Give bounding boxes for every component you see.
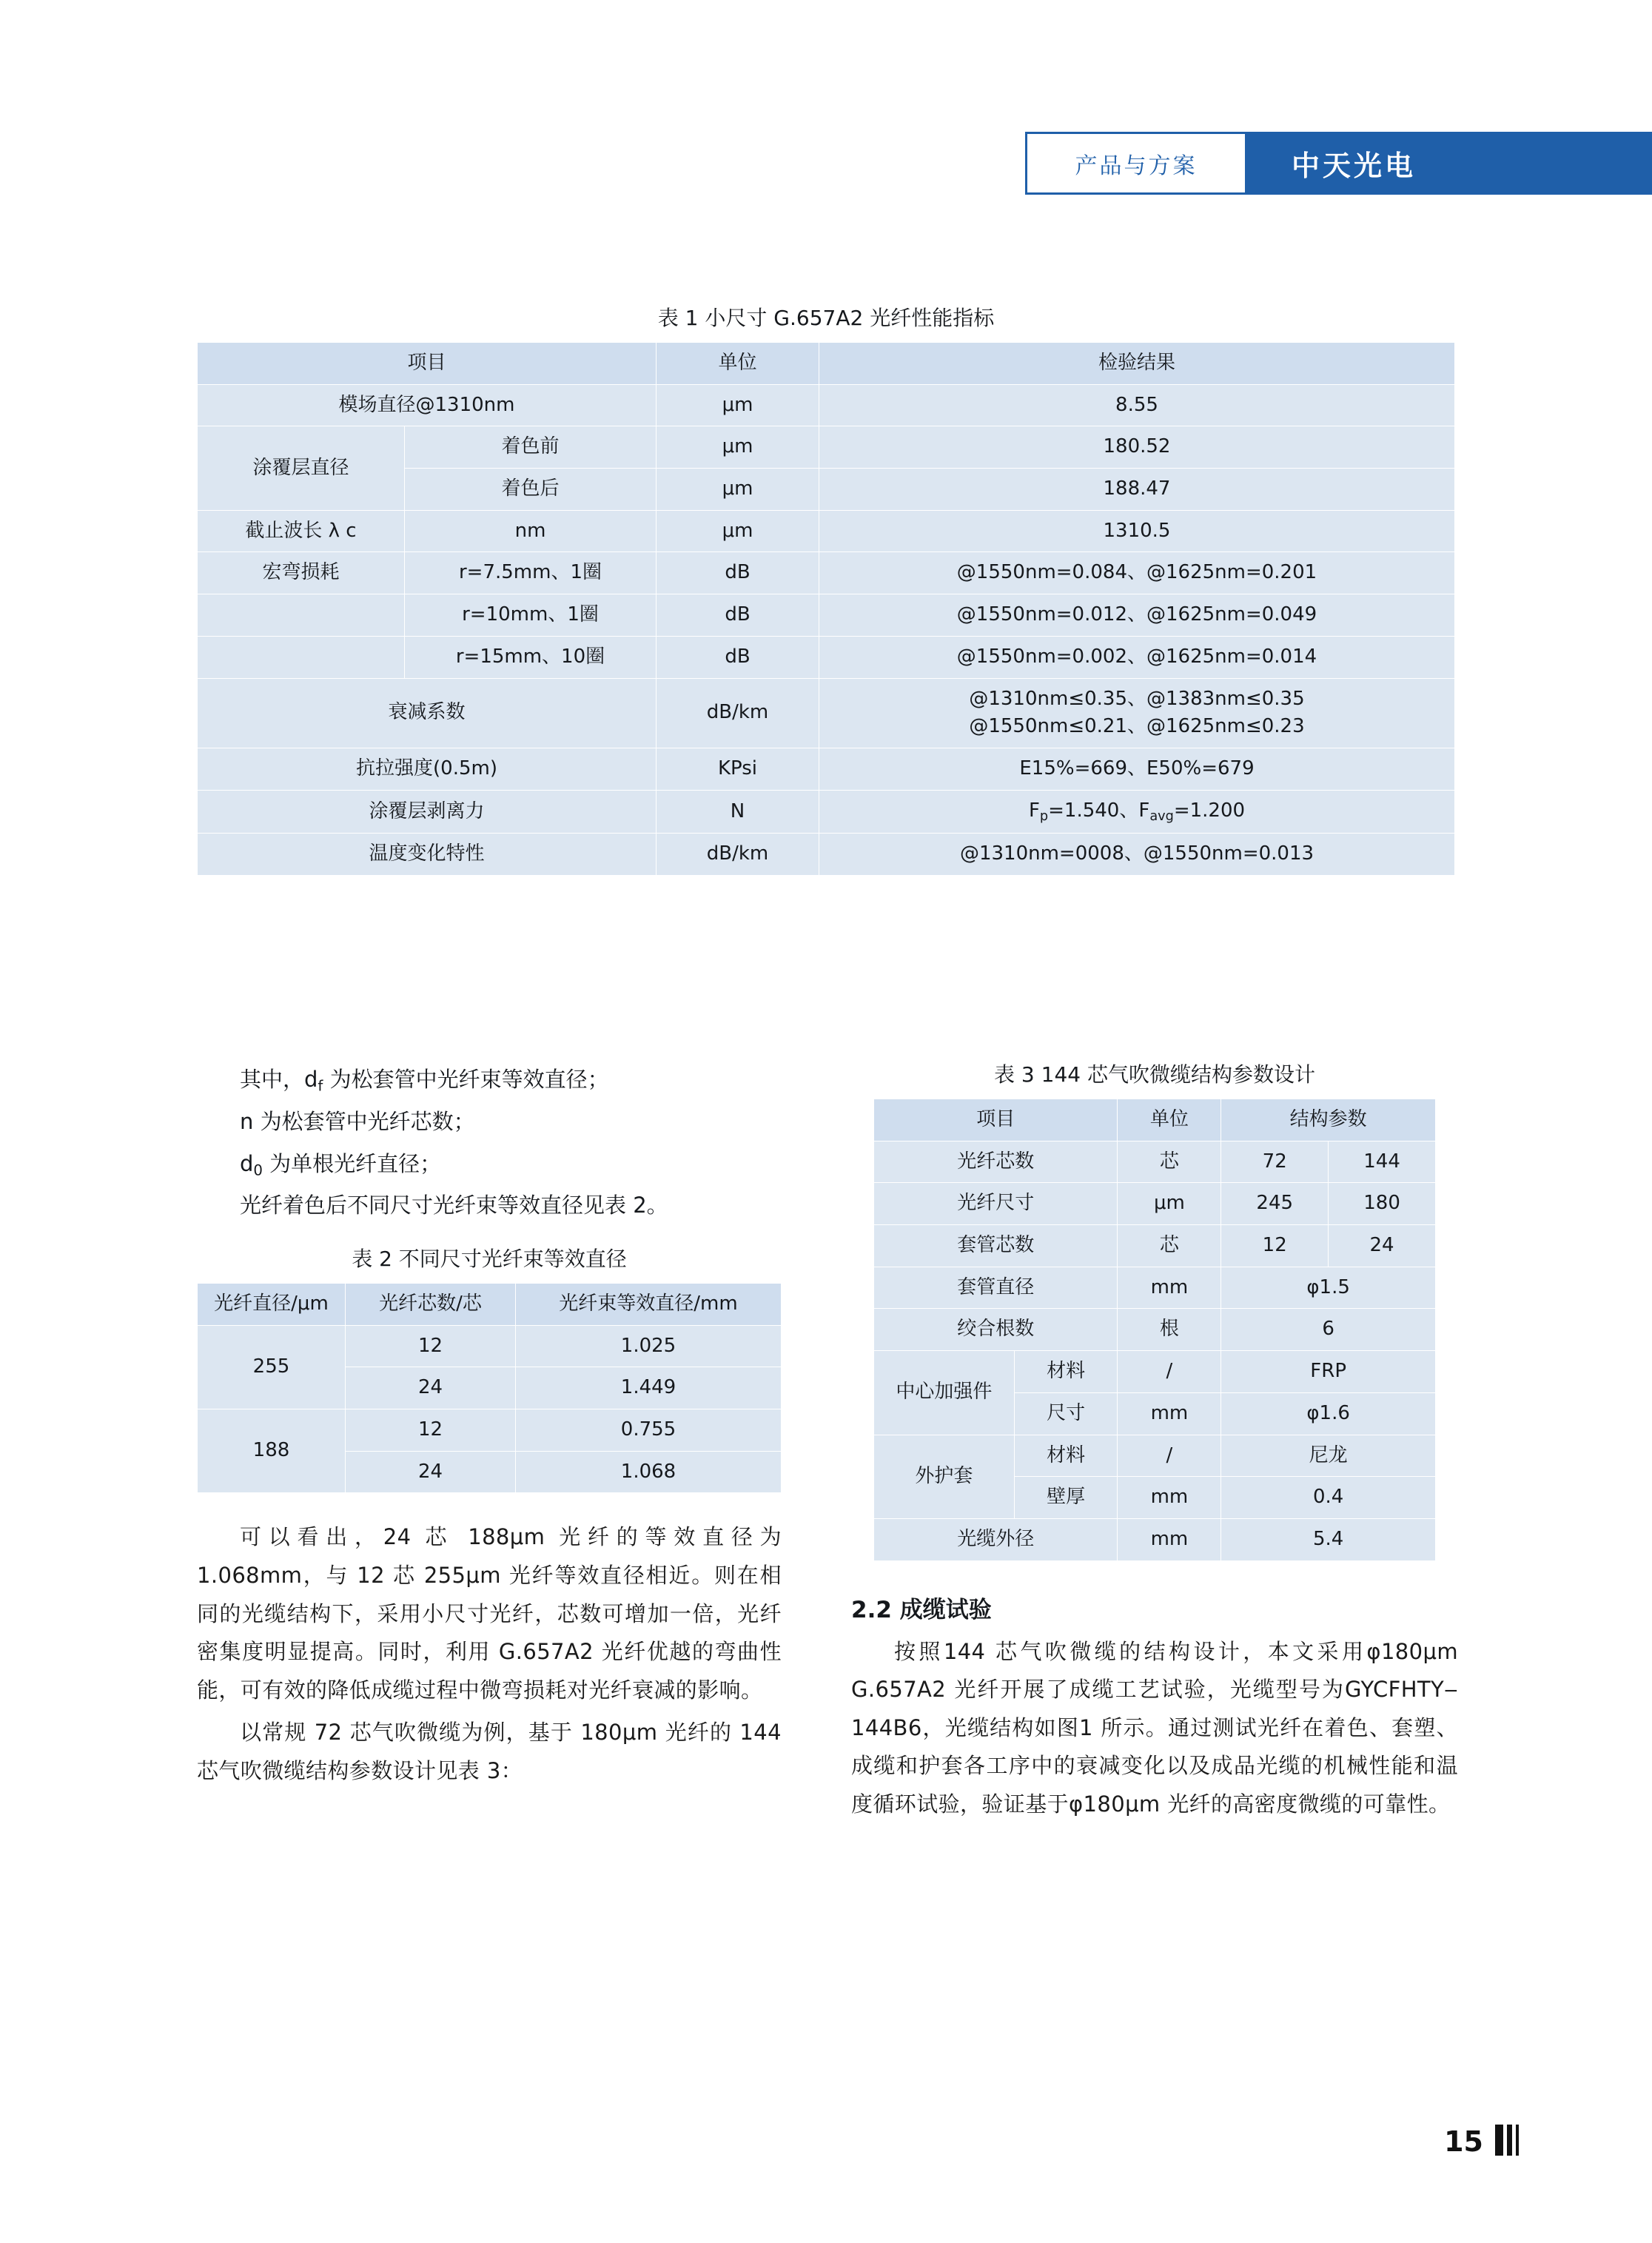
- table3-cell-item: 光缆外径: [874, 1518, 1118, 1560]
- table2-cell-equivalent: 1.025: [516, 1325, 782, 1367]
- table3-cell-unit: mm: [1118, 1518, 1221, 1560]
- table1-cell-result: $F_p=1.540$、$F_{avg}=1.200$: [819, 790, 1455, 834]
- table2-cell-cores: 24: [346, 1451, 516, 1493]
- section-body-2-2: 按照144 芯气吹微缆的结构设计，本文采用φ180μm G.657A2 光纤开展了成缆工艺试验，光缆型号为GYCFHTY‒144B6，光缆结构如图1 所示。通过测试光纤在着色、套塑、成缆和护套各工序中的衰减变化以及成品光缆的机械性能和温度循环试验，验证基于φ180μm 光纤的高密度微缆的可靠性。: [851, 1638, 1458, 1817]
- table3-cell-value-span: φ1.6: [1221, 1392, 1436, 1435]
- page-footer: [1444, 2125, 1519, 2156]
- table3-cell-value-144: 180: [1329, 1183, 1436, 1225]
- table1-cell-unit: KPsi: [657, 748, 819, 790]
- equivalent-diameter-table: [197, 1283, 782, 1493]
- note-line-2: n 为松套管中光纤芯数；: [240, 1108, 475, 1134]
- section-heading-2-2: 2.2 成缆试验: [851, 1596, 992, 1623]
- table1-cell-result: @1550nm=0.012、@1625nm=0.049: [819, 594, 1455, 637]
- table3-cell-value-144: 144: [1329, 1141, 1436, 1183]
- table-row: [874, 1351, 1436, 1393]
- table-row: [874, 1183, 1436, 1225]
- table1-cell-result: [819, 678, 1455, 748]
- fiber-performance-table: [197, 342, 1455, 876]
- header-brand-bar: [1247, 132, 1652, 195]
- table-row: [874, 1518, 1436, 1560]
- table1-block: [197, 302, 1455, 876]
- table1-header-unit: 单位: [657, 343, 819, 385]
- table3-header-params: 结构参数: [1221, 1099, 1436, 1141]
- table-row: [198, 748, 1455, 790]
- table1-cell-item: 温度变化特性: [198, 834, 657, 876]
- table3-header-unit: 单位: [1118, 1099, 1221, 1141]
- table2-cell-diameter: 255: [198, 1325, 346, 1409]
- table1-cell-result: 8.55: [819, 384, 1455, 426]
- table3-cell-item: 光纤芯数: [874, 1141, 1118, 1183]
- table-row: [198, 510, 1455, 552]
- table-row: [198, 594, 1455, 637]
- table1-cell-item: 抗拉强度(0.5m): [198, 748, 657, 790]
- table3-cell-item: 套管芯数: [874, 1225, 1118, 1267]
- table1-cell-unit: N: [657, 790, 819, 834]
- table1-cell-item: [198, 636, 405, 678]
- table3-cell-value-72: 245: [1221, 1183, 1329, 1225]
- table-row: [198, 1325, 782, 1367]
- table1-cell-unit: dB: [657, 552, 819, 594]
- table2-cell-cores: 12: [346, 1409, 516, 1452]
- table1-cell-item: 涂覆层剥离力: [198, 790, 657, 834]
- paragraph-analysis: 可以看出，24 芯 188μm 光纤的等效直径为 1.068mm，与 12 芯 255μm 光纤等效直径相近。则在相同的光缆结构下，采用小尺寸光纤，芯数可增加一倍，光纤密集度明显提高。同时，利用 G.657A2 光纤优越的弯曲性能，可有效的降低成缆过程中微弯损耗对光纤衰减的影响。: [197, 1524, 782, 1703]
- table1-cell-sub: r=15mm、10圈: [405, 636, 657, 678]
- table3-cell-unit: mm: [1118, 1477, 1221, 1519]
- table2-header-cores: 光纤芯数/芯: [346, 1284, 516, 1326]
- table3-cell-unit: 芯: [1118, 1141, 1221, 1183]
- table1-cell-result: E15%=669、E50%=679: [819, 748, 1455, 790]
- table3-cell-item: 中心加强件: [874, 1351, 1015, 1435]
- table3-cell-value-72: 72: [1221, 1141, 1329, 1183]
- table1-cell-item: 模场直径@1310nm: [198, 384, 657, 426]
- table2-cell-cores: 24: [346, 1367, 516, 1409]
- table1-cell-result: 1310.5: [819, 510, 1455, 552]
- table1-cell-unit: dB: [657, 594, 819, 637]
- table-row: [198, 552, 1455, 594]
- table1-cell-item: 截止波长 λ c: [198, 510, 405, 552]
- table2-header-equivalent: 光纤束等效直径/mm: [516, 1284, 782, 1326]
- table2-cell-equivalent: 1.068: [516, 1451, 782, 1493]
- symbol-definitions: [197, 1059, 782, 1227]
- footer-bars-icon: [1495, 2125, 1519, 2156]
- table2-cell-cores: 12: [346, 1325, 516, 1367]
- table3-cell-item: 绞合根数: [874, 1309, 1118, 1351]
- table3-cell-value-span: 尼龙: [1221, 1435, 1436, 1477]
- table3-cell-item: 套管直径: [874, 1267, 1118, 1309]
- table1-cell-result: @1310nm=0008、@1550nm=0.013: [819, 834, 1455, 876]
- table3-cell-unit: mm: [1118, 1392, 1221, 1435]
- table3-cell-value-144: 24: [1329, 1225, 1436, 1267]
- note-line-4: 光纤着色后不同尺寸光纤束等效直径见表 2。: [240, 1193, 668, 1218]
- table-row: [198, 384, 1455, 426]
- left-column: [197, 1059, 782, 1795]
- table2-cell-equivalent: 1.449: [516, 1367, 782, 1409]
- table1-header-result: 检验结果: [819, 343, 1455, 385]
- table1-cell-item: 宏弯损耗: [198, 552, 405, 594]
- paragraph-example: 以常规 72 芯气吹微缆为例，基于 180μm 光纤的 144 芯气吹微缆结构参数设计见表 3：: [197, 1720, 782, 1784]
- table3-caption: 表 3 144 芯气吹微缆结构参数设计: [994, 1062, 1315, 1087]
- header-section-badge: [1025, 132, 1247, 195]
- table-row: [198, 1409, 782, 1452]
- table-row: [874, 1099, 1436, 1141]
- table2-cell-equivalent: 0.755: [516, 1409, 782, 1452]
- table2-cell-diameter: 188: [198, 1409, 346, 1493]
- table3-cell-sub: 材料: [1014, 1351, 1118, 1393]
- table1-cell-result: 180.52: [819, 426, 1455, 469]
- table1-cell-unit: μm: [657, 469, 819, 511]
- table-row: [198, 426, 1455, 469]
- left-body-text: [197, 1518, 782, 1790]
- table-row: [198, 678, 1455, 748]
- right-column: [851, 1059, 1458, 1824]
- table1-cell-unit: dB: [657, 636, 819, 678]
- table3-cell-value-72: 12: [1221, 1225, 1329, 1267]
- table3-cell-value-span: FRP: [1221, 1351, 1436, 1393]
- page-header: [1025, 132, 1652, 195]
- table-row: [198, 790, 1455, 834]
- table-row: [874, 1309, 1436, 1351]
- table1-cell-result: @1550nm=0.084、@1625nm=0.201: [819, 552, 1455, 594]
- table1-cell-result: 188.47: [819, 469, 1455, 511]
- table3-cell-value-span: 6: [1221, 1309, 1436, 1351]
- table2-header-diameter: 光纤直径/μm: [198, 1284, 346, 1326]
- table-row: [874, 1225, 1436, 1267]
- table1-cell-unit: μm: [657, 510, 819, 552]
- table-row: [874, 1435, 1436, 1477]
- table1-cell-unit: μm: [657, 426, 819, 469]
- table3-cell-sub: 壁厚: [1014, 1477, 1118, 1519]
- table1-caption: 表 1 小尺寸 G.657A2 光纤性能指标: [657, 306, 995, 330]
- page-number: 15: [1444, 2125, 1483, 2158]
- table3-cell-unit: 根: [1118, 1309, 1221, 1351]
- table1-result-line2: @1550nm≤0.21、@1625nm≤0.23: [969, 715, 1305, 738]
- table1-cell-item: 衰减系数: [198, 678, 657, 748]
- table3-cell-unit: /: [1118, 1351, 1221, 1393]
- table1-header-item: 项目: [198, 343, 657, 385]
- table3-cell-value-span: 5.4: [1221, 1518, 1436, 1560]
- table1-cell-item: 涂覆层直径: [198, 426, 405, 510]
- table1-cell-sub: 着色前: [405, 426, 657, 469]
- table3-block: [851, 1059, 1458, 1561]
- table1-cell-sub: nm: [405, 510, 657, 552]
- table3-cell-unit: /: [1118, 1435, 1221, 1477]
- table3-cell-value-span: φ1.5: [1221, 1267, 1436, 1309]
- cable-structure-table: [873, 1099, 1436, 1561]
- table1-cell-sub: r=10mm、1圈: [405, 594, 657, 637]
- table1-cell-unit: dB/km: [657, 678, 819, 748]
- header-badge-label: 产品与方案: [1075, 152, 1198, 179]
- table1-cell-unit: μm: [657, 384, 819, 426]
- table3-cell-unit: mm: [1118, 1267, 1221, 1309]
- note-line-3: $d_0$ 为单根光纤直径；: [240, 1150, 442, 1179]
- table1-cell-unit: dB/km: [657, 834, 819, 876]
- table1-cell-item: [198, 594, 405, 637]
- table-row: [198, 636, 1455, 678]
- table3-cell-value-span: 0.4: [1221, 1477, 1436, 1519]
- table1-cell-result: @1550nm=0.002、@1625nm=0.014: [819, 636, 1455, 678]
- table2-caption: 表 2 不同尺寸光纤束等效直径: [352, 1247, 627, 1271]
- table-row: [198, 1284, 782, 1326]
- table3-cell-sub: 尺寸: [1014, 1392, 1118, 1435]
- table1-cell-sub: r=7.5mm、1圈: [405, 552, 657, 594]
- table-row: [874, 1141, 1436, 1183]
- table3-cell-unit: μm: [1118, 1183, 1221, 1225]
- table1-cell-sub: 着色后: [405, 469, 657, 511]
- table-row: [198, 343, 1455, 385]
- table-row: [874, 1267, 1436, 1309]
- table2-block: [197, 1243, 782, 1493]
- note-line-1: 其中，$d_f$ 为松套管中光纤束等效直径；: [240, 1067, 609, 1095]
- header-brand-label: 中天光电: [1292, 150, 1417, 182]
- table3-cell-unit: 芯: [1118, 1225, 1221, 1267]
- table3-cell-item: 光纤尺寸: [874, 1183, 1118, 1225]
- table1-result-line1: @1310nm≤0.35、@1383nm≤0.35: [969, 687, 1305, 710]
- table3-cell-item: 外护套: [874, 1435, 1015, 1518]
- table3-header-item: 项目: [874, 1099, 1118, 1141]
- table-row: [198, 834, 1455, 876]
- table3-cell-sub: 材料: [1014, 1435, 1118, 1477]
